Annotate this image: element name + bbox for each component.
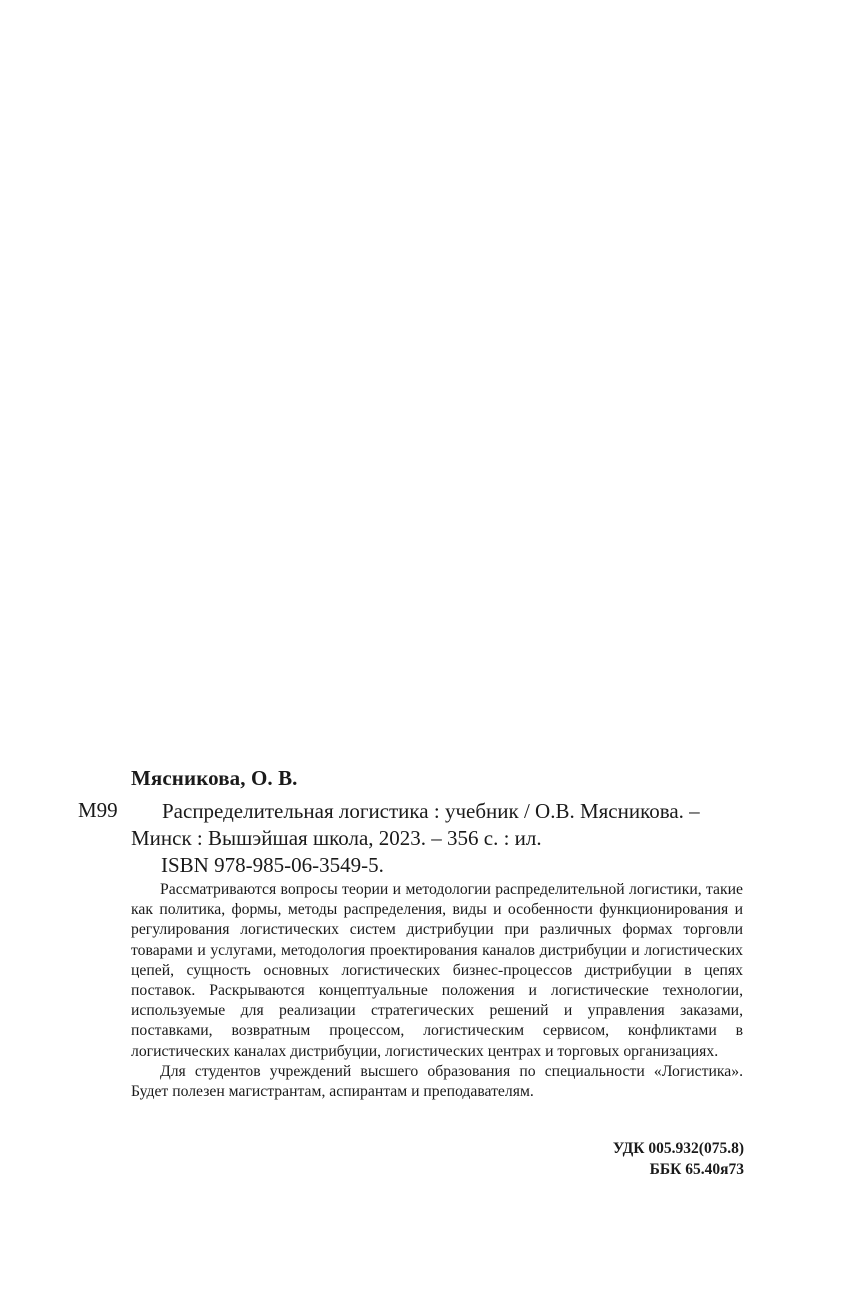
author-heading: Мясникова, О. В. (131, 766, 298, 790)
classification-indices (613, 1138, 744, 1180)
classification-code: М99 (78, 798, 118, 822)
audience-paragraph: Для студентов учреждений высшего образования по специальности «Логистика». Будет полезен магистрантам, аспирантам и преподавателям. (131, 1062, 743, 1101)
abstract (131, 880, 743, 1102)
udk-index: УДК 005.932(075.8) (612, 1140, 744, 1157)
bbk-index: ББК 65.40я73 (649, 1161, 744, 1178)
title-line: Распределительная логистика : учебник / О.В. Мясникова. – (162, 799, 700, 823)
bibliographic-record (131, 798, 743, 879)
publisher-line: Минск : Вышэйшая школа, 2023. – 356 с. : ил. (131, 826, 542, 850)
abstract-paragraph: Рассматриваются вопросы теории и методологии распределительной логистики, такие как политика, формы, методы распределения, виды и особенности функционирования и регулирования логистических систем дистрибуции при различных формах торговли товарами и услугами, методология проектирования каналов дистрибуции и логистических цепей, сущность основных логистических бизнес-процессов дистрибуции в цепях поставок. Раскрываются концептуальные положения и логистические технологии, используемые для реализации стратегических решений и управления заказами, поставками, возвратным процессом, логистическим сервисом, конфликтами в логистических каналах дистрибуции, логистических центрах и торговых организациях. (131, 881, 743, 1060)
isbn-line: ISBN 978-985-06-3549-5. (161, 853, 384, 877)
